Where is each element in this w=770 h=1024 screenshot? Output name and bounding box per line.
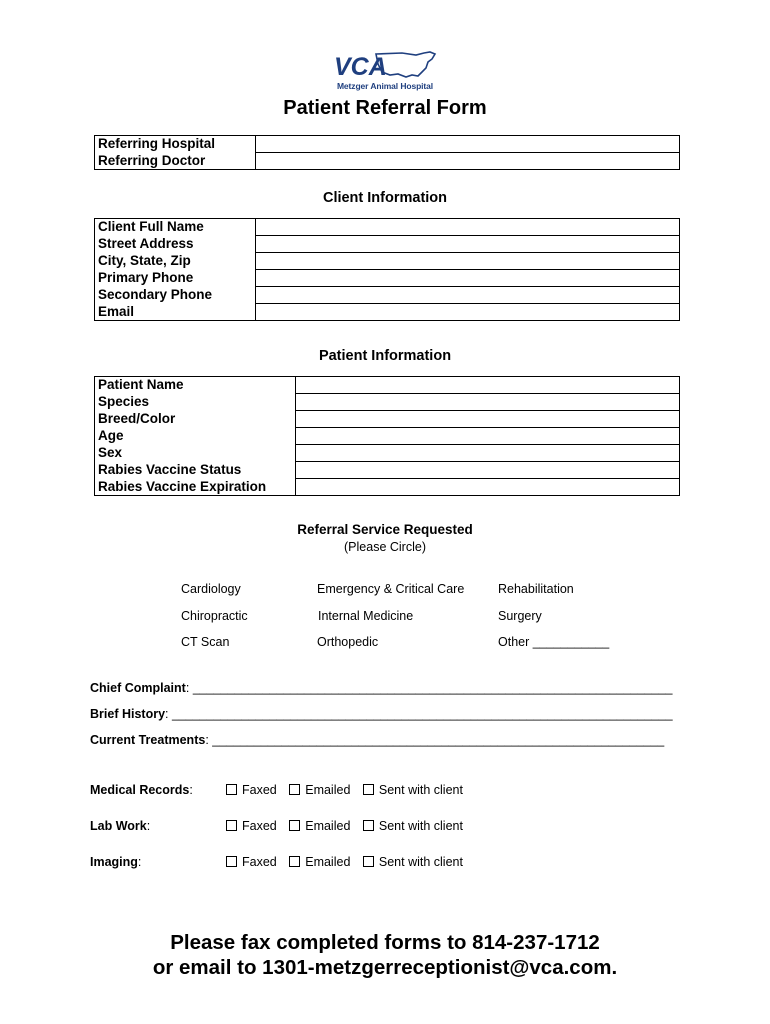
- option-label: Emailed: [305, 855, 351, 869]
- row-label: City, State, Zip: [95, 253, 256, 270]
- brief-history-field[interactable]: [90, 707, 673, 721]
- street-address-field[interactable]: [256, 236, 680, 253]
- option-faxed[interactable]: [226, 855, 277, 869]
- patient-table: [94, 376, 680, 496]
- table-row: [95, 445, 680, 462]
- option-label: Faxed: [242, 855, 277, 869]
- row-label: Client Full Name: [95, 219, 256, 236]
- option-emailed[interactable]: [289, 783, 350, 797]
- row-label: Medical Records: [90, 783, 190, 797]
- row-label: Rabies Vaccine Expiration: [95, 479, 296, 496]
- lab-work-label: [90, 819, 150, 833]
- row-label: Age: [95, 428, 296, 445]
- row-label: Imaging: [90, 855, 138, 869]
- referring-hospital-field[interactable]: [256, 136, 680, 153]
- table-row: [95, 236, 680, 253]
- table-row: [95, 411, 680, 428]
- service-rehabilitation[interactable]: Rehabilitation: [498, 582, 574, 596]
- field-line: _____________________________________________________________________: [192, 681, 673, 695]
- table-row: [95, 377, 680, 394]
- field-line: ________________________________________________________________________: [172, 707, 673, 721]
- row-label: Sex: [95, 445, 296, 462]
- logo-hospital-name: Metzger Animal Hospital: [336, 81, 434, 91]
- service-internal-medicine[interactable]: Internal Medicine: [318, 609, 414, 623]
- row-label: Email: [95, 304, 256, 321]
- option-faxed[interactable]: [226, 819, 277, 833]
- referral-section-title: Referral Service Requested: [297, 522, 473, 537]
- field-line: _________________________________________________________________: [212, 733, 665, 747]
- field-label: Current Treatments: [90, 733, 206, 747]
- table-row: [95, 394, 680, 411]
- service-orthopedic[interactable]: Orthopedic: [317, 635, 379, 649]
- current-treatments-field[interactable]: [90, 733, 664, 747]
- table-row: [95, 153, 680, 170]
- species-field[interactable]: [296, 394, 680, 411]
- row-label: Referring Hospital: [95, 136, 256, 153]
- service-surgery[interactable]: Surgery: [498, 609, 542, 623]
- table-row: [95, 270, 680, 287]
- row-label: Patient Name: [95, 377, 296, 394]
- medical-records-label: [90, 783, 193, 797]
- checkbox-icon[interactable]: [363, 820, 374, 831]
- vca-logo: [332, 50, 438, 96]
- table-row: [95, 479, 680, 496]
- rabies-expiration-field[interactable]: [296, 479, 680, 496]
- option-label: Faxed: [242, 783, 277, 797]
- table-row: [95, 304, 680, 321]
- lab-work-options: [226, 819, 472, 833]
- row-label: Referring Doctor: [95, 153, 256, 170]
- option-emailed[interactable]: [289, 855, 350, 869]
- row-label: Street Address: [95, 236, 256, 253]
- patient-name-field[interactable]: [296, 377, 680, 394]
- option-sent-with-client[interactable]: [363, 855, 463, 869]
- footer-fax-line: Please fax completed forms to 814-237-1712: [170, 931, 600, 954]
- checkbox-icon[interactable]: [289, 856, 300, 867]
- checkbox-icon[interactable]: [226, 820, 237, 831]
- table-row: [95, 428, 680, 445]
- row-label: Lab Work: [90, 819, 147, 833]
- field-colon: :: [185, 681, 190, 695]
- referring-table: [94, 135, 680, 170]
- option-faxed[interactable]: [226, 783, 277, 797]
- table-row: [95, 287, 680, 304]
- service-other[interactable]: Other ___________: [498, 635, 610, 649]
- field-label: Chief Complaint: [90, 681, 186, 695]
- field-colon: :: [189, 783, 193, 797]
- option-label: Faxed: [242, 819, 277, 833]
- option-label: Sent with client: [378, 783, 463, 797]
- rabies-status-field[interactable]: [296, 462, 680, 479]
- imaging-label: [90, 855, 141, 869]
- primary-phone-field[interactable]: [256, 270, 680, 287]
- breed-color-field[interactable]: [296, 411, 680, 428]
- email-field[interactable]: [256, 304, 680, 321]
- option-label: Sent with client: [378, 819, 463, 833]
- service-cardiology[interactable]: Cardiology: [181, 582, 241, 596]
- checkbox-icon[interactable]: [289, 784, 300, 795]
- referral-instruction: (Please Circle): [344, 540, 426, 554]
- patient-section-title: Patient Information: [318, 348, 452, 364]
- footer-email-line: or email to 1301-metzgerreceptionist@vca.com.: [152, 956, 618, 979]
- checkbox-icon[interactable]: [289, 820, 300, 831]
- checkbox-icon[interactable]: [226, 856, 237, 867]
- field-colon: :: [205, 733, 209, 747]
- option-sent-with-client[interactable]: [363, 783, 463, 797]
- city-state-zip-field[interactable]: [256, 253, 680, 270]
- logo-brand: VCA: [334, 53, 387, 81]
- option-label: Emailed: [305, 783, 351, 797]
- client-section-title: Client Information: [322, 190, 448, 206]
- table-row: [95, 219, 680, 236]
- chief-complaint-field[interactable]: [90, 681, 673, 695]
- row-label: Rabies Vaccine Status: [95, 462, 296, 479]
- table-row: [95, 462, 680, 479]
- option-sent-with-client[interactable]: [363, 819, 463, 833]
- sex-field[interactable]: [296, 445, 680, 462]
- page-title: Patient Referral Form: [283, 97, 487, 119]
- table-row: [95, 253, 680, 270]
- client-table: [94, 218, 680, 321]
- field-label: Brief History: [90, 707, 166, 721]
- checkbox-icon[interactable]: [363, 784, 374, 795]
- row-label: Breed/Color: [95, 411, 296, 428]
- option-emailed[interactable]: [289, 819, 350, 833]
- service-chiropractic[interactable]: Chiropractic: [181, 609, 248, 623]
- field-colon: :: [165, 707, 169, 721]
- option-label: Sent with client: [378, 855, 463, 869]
- checkbox-icon[interactable]: [363, 856, 374, 867]
- table-row: [95, 136, 680, 153]
- field-colon: :: [146, 819, 151, 833]
- imaging-options: [226, 855, 472, 869]
- service-ct-scan[interactable]: CT Scan: [181, 635, 230, 649]
- referring-doctor-field[interactable]: [256, 153, 680, 170]
- age-field[interactable]: [296, 428, 680, 445]
- medical-records-options: [226, 783, 472, 797]
- footer-instructions: [0, 930, 770, 980]
- row-label: Species: [95, 394, 296, 411]
- option-label: Emailed: [305, 819, 351, 833]
- checkbox-icon[interactable]: [226, 784, 237, 795]
- client-name-field[interactable]: [256, 219, 680, 236]
- secondary-phone-field[interactable]: [256, 287, 680, 304]
- row-label: Secondary Phone: [95, 287, 256, 304]
- field-colon: :: [137, 855, 142, 869]
- service-emergency[interactable]: Emergency & Critical Care: [317, 582, 465, 596]
- row-label: Primary Phone: [95, 270, 256, 287]
- us-map-icon: [332, 50, 438, 82]
